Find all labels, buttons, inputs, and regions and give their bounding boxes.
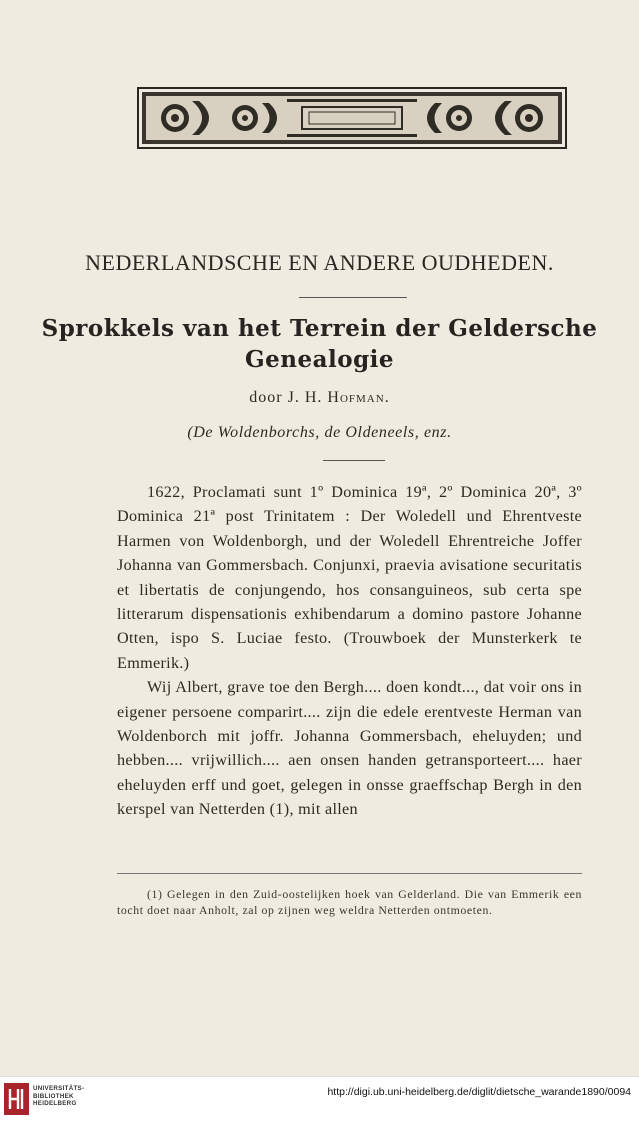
divider-rule [299, 297, 407, 298]
article-title-continued: Genealogie [244, 346, 395, 373]
article-title: Sprokkels van het Terrein der Geldersche [41, 315, 598, 342]
article-subtitle: (De Woldenborchs, de Oldeneels, enz. [187, 424, 452, 441]
library-name-line: HEIDELBERG [33, 1100, 77, 1108]
footnote-rule [117, 873, 582, 874]
paragraph: 1622, Proclamati sunt 1º Dominica 19ª, 2º Dominica 20ª, 3º Dominica 21ª post Trinitatem : Der Woledell und Ehrentveste Harmen von Woldenborgh, und der Woledell Ehrentreiche Joffer Johanna van Gommersbach. Conjunxi, praevia avisatione securitatis et libertatis de conjungendo, hos consanguineos, sub certa spe litterarum dispensationis exhibendarum a domino pastore Johanne Otten, ispo S. Luciae festo. (Trouwboek der Munsterkerk te Emmerik.) [117, 483, 582, 672]
article-body [117, 480, 582, 822]
author-name: Hofman. [327, 389, 390, 406]
paragraph: Wij Albert, grave toe den Bergh.... doen kondt..., dat voir ons in eigener persoene comparirt.... zijn die edele erentveste Herman van Woldenborch mit joffr. Johanna Gommersbach, eheluyden; und hebben.... vrijwillich.... aen onsen handen getransporteert.... haer eheluyden erff und goet, gelegen in onsse graeffschap Bergh in den kerspel van Netterden (1), mit allen [117, 678, 582, 819]
library-name [33, 1085, 84, 1108]
permalink-url[interactable]: http://digi.ub.uni-heidelberg.de/diglit/dietsche_warande1890/0094 [327, 1086, 631, 1098]
decorative-headpiece-ornament [137, 87, 567, 149]
digitization-footer [0, 1076, 639, 1122]
library-logo-icon [4, 1083, 29, 1115]
author-line [0, 389, 639, 407]
library-name-line: BIBLIOTHEK [33, 1092, 74, 1100]
section-heading: NEDERLANDSCHE EN ANDERE OUDHEDEN. [85, 250, 554, 275]
footnote [117, 886, 582, 918]
library-name-line: UNIVERSITÄTS- [33, 1085, 85, 1092]
divider-rule-short [323, 460, 385, 461]
author-prefix: door J. H. [249, 389, 328, 406]
footnote-text: (1) Gelegen in den Zuid-oostelijken hoek van Gelderland. Die van Emmerik een tocht doet naar Anholt, zal op zijnen weg weldra Netterden ontmoeten. [117, 887, 582, 917]
